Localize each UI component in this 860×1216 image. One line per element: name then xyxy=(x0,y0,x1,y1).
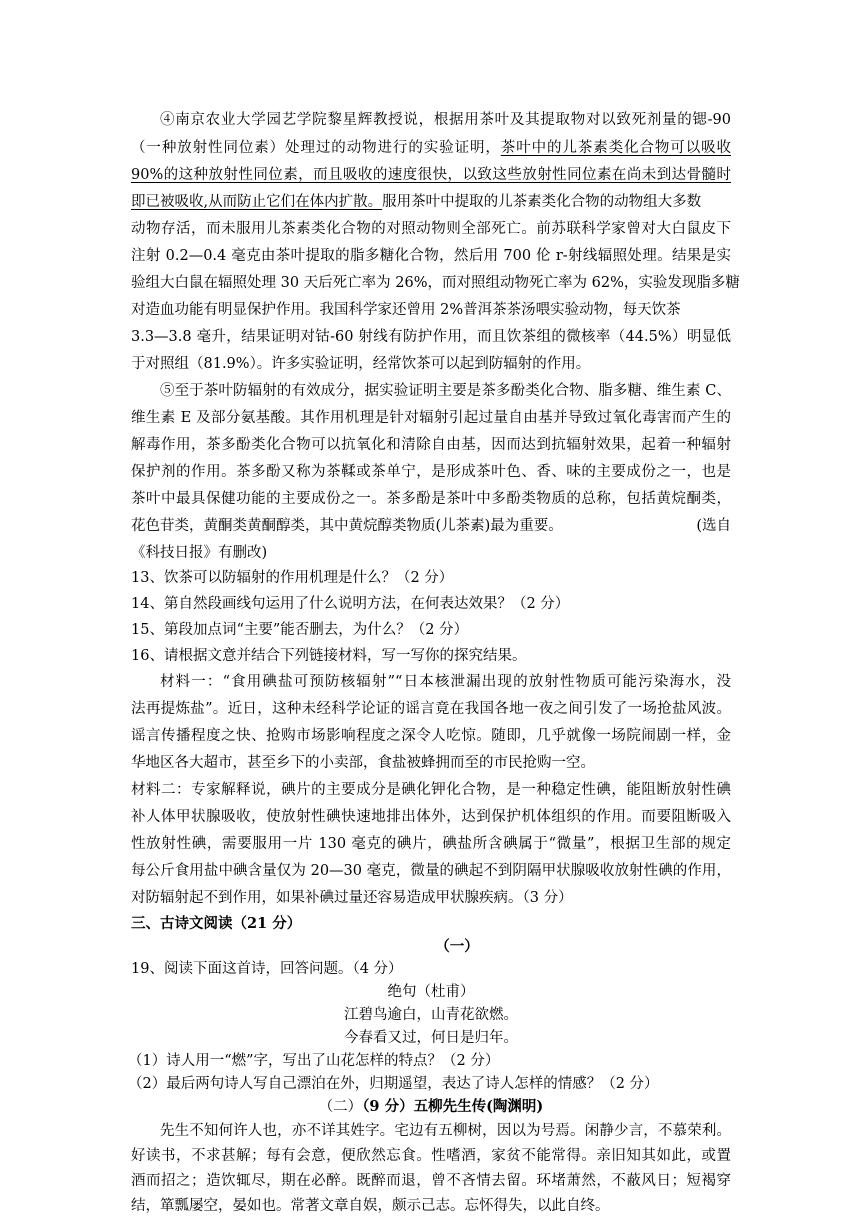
question-16: 16、请根据文意并结合下列链接材料，写一写你的探究结果。 xyxy=(131,648,527,664)
material2-line2: 补人体甲状腺吸收，使放射性碘快速地排出体外，达到保护机体组织的作用。而要阻断吸入 xyxy=(131,809,731,825)
material2-line1: 材料二：专家解释说，碘片的主要成分是碘化钾化合物，是一种稳定性碘，能阻断放射性碘 xyxy=(131,782,731,798)
material1-line3: 谣言传播程度之快、抢购市场影响程度之深令人吃惊。随即，几乎就像一场院闹剧一样，金 xyxy=(131,728,731,744)
wuliu-line2: 好读书，不求甚解；每有会意，便欣然忘食。性嗜酒，家贫不能常得。亲旧知其如此，或置 xyxy=(131,1148,731,1164)
material1-line4: 华地区各大超市，甚至乡下的小卖部，食盐被蜂拥而至的市民抢购一空。 xyxy=(131,755,595,771)
para4-underlined-line3: 90%的这种放射性同位素，而且吸收的速度很快，以致这些放射性同位素在尚未到达骨髓时 xyxy=(131,167,731,183)
para4-line4 xyxy=(131,192,731,212)
poem-line-1: 江碧鸟逾白，山青花欲燃。 xyxy=(344,1007,518,1023)
question-19: 19、阅读下面这首诗，回答问题。（4 分） xyxy=(131,961,403,977)
material2-line3: 性放射性碘，需要服用一片 130 毫克的碘片，碘盐所含碘属于“微量”，根据卫生部的规定 xyxy=(131,836,731,852)
subsection-2-heading xyxy=(131,1097,731,1117)
para4-underlined-sentence-end: 即已被吸收,从而防止它们在体内扩散。 xyxy=(131,194,383,210)
para4-line9: 3.3—3.8 毫升，结果证明对钴-60 射线有防护作用，而且饮茶组的微核率（44.5%）明显低 xyxy=(131,329,731,345)
source-note-end: 《科技日报》有删改) xyxy=(131,545,268,561)
material2-line4: 每公斤食用盐中碘含量仅为 20—30 毫克，微量的碘起不到阴隔甲状腺吸收放射性碘的作用， xyxy=(131,863,731,879)
wuliu-line3: 酒而招之；造饮辄尽，期在必醉。既醉而退，曾不吝情去留。环堵萧然，不蔽风日；短褐穿 xyxy=(131,1173,731,1189)
material1-line2: 法再提炼盐”。近日，这种未经科学论证的谣言竟在我国各地一夜之间引发了一场抢盐风波。 xyxy=(131,701,731,717)
para5-line5: 茶叶中最具保健功能的主要成份之一。茶多酚是茶叶中多酚类物质的总称，包括黄烷酮类， xyxy=(131,491,731,507)
para5-line6-text: 花色苷类，黄酮类黄酮醇类，其中黄烷醇类物质(儿茶素)最为重要。 xyxy=(131,518,563,534)
subsection-2-title: （9 分）五柳先生传(陶渊明) xyxy=(362,1098,544,1115)
para4-line2 xyxy=(131,138,731,158)
para5-line6 xyxy=(131,516,731,536)
para5-line2: 维生素 E 及部分氨基酸。其作用机理是针对辐射引起过量自由基并导致过氧化毒害而产生的 xyxy=(131,410,731,426)
para4-line5: 动物存活，而未服用儿茶素类化合物的对照动物则全部死亡。前苏联科学家曾对大白鼠皮下 xyxy=(131,221,731,237)
para4-line6: 注射 0.2—0.4 毫克由茶叶提取的脂多糖化合物，然后用 700 伦 r-射线辐照处理。结果是实 xyxy=(131,248,731,264)
question-14: 14、第自然段画线句运用了什么说明方法，在何表达效果？（2 分） xyxy=(131,596,570,612)
material1-line1: 材料一：“食用碘盐可预防核辐射”“日本核泄漏出现的放射性物质可能污染海水，没 xyxy=(160,674,731,690)
wuliu-line4: 结，箪瓢屡空，晏如也。常著文章自娱，颇示己志。忘怀得失，以此自终。 xyxy=(131,1198,610,1214)
subsection-2-label: （二） xyxy=(318,1099,363,1115)
para5-line4: 保护剂的作用。茶多酚又称为茶鞣或茶单宁，是形成茶叶色、香、味的主要成份之一，也是 xyxy=(131,464,731,480)
material2-line5: 对防辐射起不到作用，如果补碘过量还容易造成甲状腺疾病。（3 分） xyxy=(131,890,573,906)
para4-line10: 于对照组（81.9%）。许多实验证明，经常饮茶可以起到防辐射的作用。 xyxy=(131,356,591,372)
question-13: 13、饮茶可以防辐射的作用机理是什么？（2 分） xyxy=(131,570,454,586)
question-19-2: （2）最后两句诗人写自己漂泊在外，归期遥望，表达了诗人怎样的情感？（2 分） xyxy=(128,1076,659,1092)
para4-line2-plain: （一种放射性同位素）处理过的动物进行的实验证明， xyxy=(131,140,501,156)
subsection-1-label: （一） xyxy=(435,938,479,955)
para4-line8: 对造血功能有明显保护作用。我国科学家还曾用 2%普洱茶茶汤喂实验动物，每天饮茶 xyxy=(131,302,681,318)
para4-line4-plain: 服用茶叶中提取的儿茶素类化合物的动物组大多数 xyxy=(382,194,702,210)
question-15: 15、第段加点词“主要”能否删去，为什么？（2 分） xyxy=(131,622,469,638)
wuliu-line1: 先生不知何许人也，亦不详其姓字。宅边有五柳树，因以为号焉。闲静少言，不慕荣利。 xyxy=(160,1123,731,1139)
poem-line-2: 今春看又过，何日是归年。 xyxy=(344,1030,518,1046)
para5-line3: 解毒作用，茶多酚类化合物可以抗氧化和清除自由基，因而达到抗辐射效果，起着一种辐射 xyxy=(131,437,731,453)
para5-line1: ⑤至于茶叶防辐射的有效成分，据实验证明主要是茶多酚类化合物、脂多糖、维生素 C、 xyxy=(160,383,731,399)
para4-line7: 验组大白鼠在辐照处理 30 天后死亡率为 26%，而对照组动物死亡率为 62%，实验发现脂多糖 xyxy=(131,275,740,291)
section-3-heading: 三、古诗文阅读（21 分） xyxy=(131,915,302,932)
question-19-1: （1）诗人用一“燃”字，写出了山花怎样的特点？（2 分） xyxy=(128,1053,500,1069)
poem-title: 绝句（杜甫） xyxy=(387,984,475,1000)
para4-underlined-sentence-start: 茶叶中的儿茶素类化合物可以吸收 xyxy=(500,140,732,156)
source-note-start: (选自 xyxy=(696,518,731,534)
para4-line1: ④南京农业大学园艺学院黎星辉教授说，根据用茶叶及其提取物对以致死剂量的锶-90 xyxy=(160,112,731,128)
